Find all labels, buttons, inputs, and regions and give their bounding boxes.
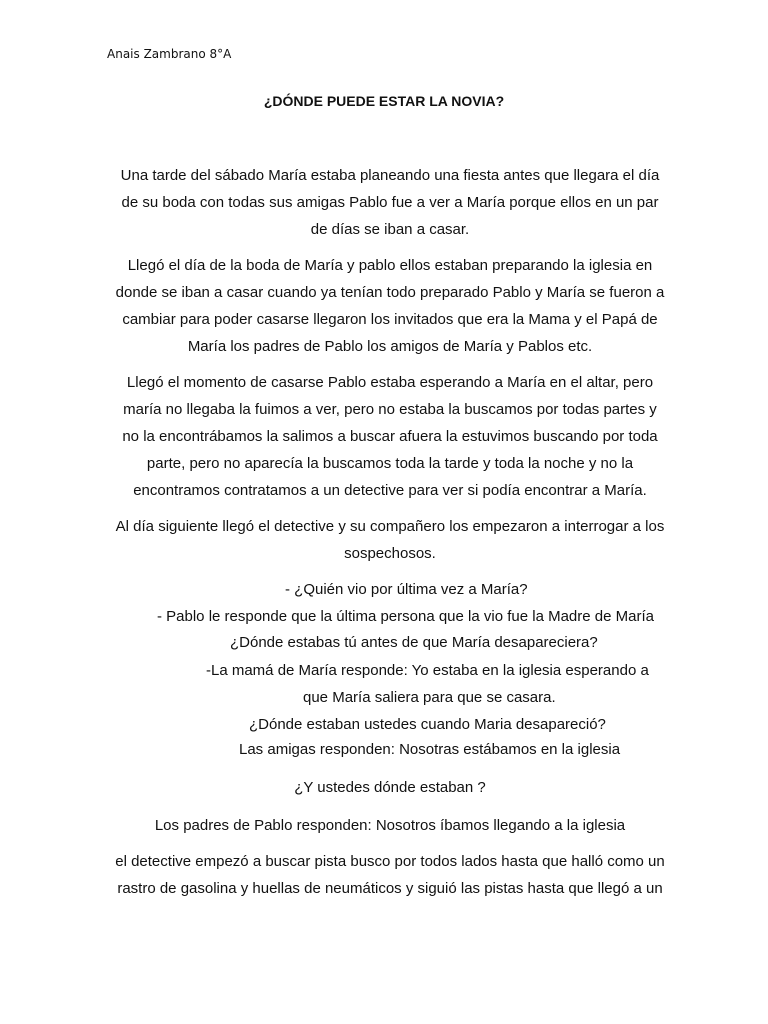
paragraph-4 bbox=[100, 513, 680, 567]
paragraph-line: María los padres de Pablo los amigos de María y Pablos etc. bbox=[187, 338, 593, 355]
dialogue-line: Las amigas responden: Nosotras estábamos en la iglesia bbox=[239, 741, 621, 758]
paragraph-line: Llegó el momento de casarse Pablo estaba esperando a María en el altar, pero bbox=[126, 374, 654, 391]
dialogue-line: - ¿Quién vio por última vez a María? bbox=[285, 581, 528, 598]
author-header: Anais Zambrano 8°A bbox=[107, 47, 232, 61]
paragraph-line: Los padres de Pablo responden: Nosotros íbamos llegando a la iglesia bbox=[154, 817, 626, 834]
parents-answer bbox=[100, 812, 680, 839]
paragraph-line: maría no llegaba la fuimos a ver, pero no estaba la buscamos por todas partes y bbox=[123, 401, 657, 418]
closing-paragraph bbox=[100, 848, 680, 902]
paragraph-line: Al día siguiente llegó el detective y su compañero los empezaron a interrogar a los bbox=[115, 518, 665, 535]
paragraph-1 bbox=[100, 162, 680, 243]
dialogue-line: ¿Dónde estaban ustedes cuando Maria desapareció? bbox=[249, 716, 606, 733]
paragraph-line: de días se iban a casar. bbox=[310, 221, 470, 238]
paragraph-line: donde se iban a casar cuando ya tenían todo preparado Pablo y María se fueron a bbox=[115, 284, 665, 301]
paragraph-line: rastro de gasolina y huellas de neumáticos y siguió las pistas hasta que llegó a un bbox=[117, 880, 663, 897]
paragraph-line: ¿Y ustedes dónde estaban ? bbox=[294, 779, 486, 796]
question-line bbox=[100, 774, 680, 801]
document-title: ¿DÓNDE PUEDE ESTAR LA NOVIA? bbox=[263, 93, 505, 109]
paragraph-line: cambiar para poder casarse llegaron los invitados que era la Mama y el Papá de bbox=[122, 311, 658, 328]
paragraph-line: sospechosos. bbox=[344, 545, 436, 562]
paragraph-line: encontramos contratamos a un detective para ver si podía encontrar a María. bbox=[133, 482, 647, 499]
paragraph-line: Una tarde del sábado María estaba planeando una fiesta antes que llegara el día bbox=[120, 167, 660, 184]
paragraph-line: parte, pero no aparecía la buscamos toda la tarde y toda la noche y no la bbox=[146, 455, 634, 472]
paragraph-line: el detective empezó a buscar pista busco por todos lados hasta que halló como un bbox=[115, 853, 665, 870]
dialogue-line: - Pablo le responde que la última persona que la vio fue la Madre de María bbox=[157, 608, 654, 625]
dialogue-line: ¿Dónde estabas tú antes de que María desapareciera? bbox=[230, 634, 598, 651]
paragraph-line: no la encontrábamos la salimos a buscar afuera la estuvimos buscando por toda bbox=[122, 428, 658, 445]
dialogue-line: -La mamá de María responde: Yo estaba en la iglesia esperando a bbox=[206, 662, 649, 679]
dialogue-line: que María saliera para que se casara. bbox=[303, 689, 556, 706]
paragraph-line: Llegó el día de la boda de María y pablo ellos estaban preparando la iglesia en bbox=[127, 257, 653, 274]
paragraph-line: de su boda con todas sus amigas Pablo fue a ver a María porque ellos en un par bbox=[121, 194, 659, 211]
paragraph-2 bbox=[100, 252, 680, 360]
paragraph-3 bbox=[100, 369, 680, 504]
